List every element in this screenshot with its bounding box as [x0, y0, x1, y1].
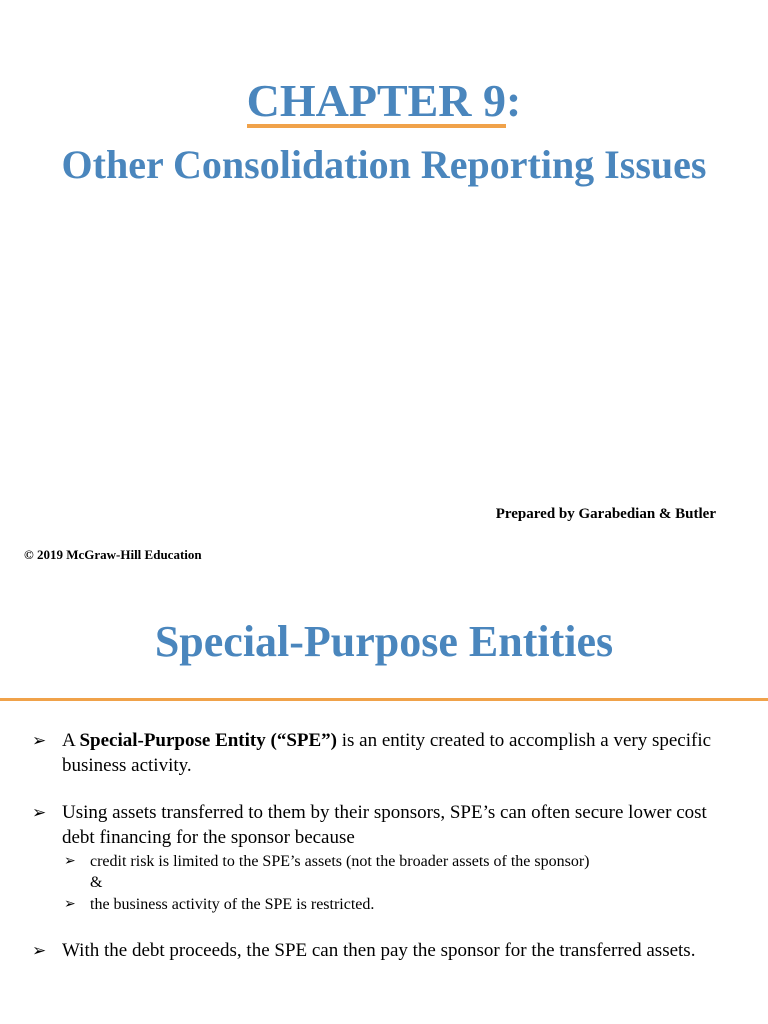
arrowhead-bullet-icon: ➢ [32, 731, 47, 750]
arrowhead-bullet-icon: ➢ [32, 941, 47, 960]
slide-title: Special-Purpose Entities [154, 617, 614, 666]
bullet-text: Using assets transferred to them by their sponsors, SPE’s can often secure lower cost debt financing for the sponsor because [62, 802, 707, 848]
sub-bullet-item [0, 850, 768, 873]
bullet-item [0, 728, 768, 778]
bullet-prefix: A [62, 730, 80, 751]
bullet-bold-term: Special-Purpose Entity (“SPE”) [79, 730, 337, 751]
bullet-text: is an entity created to accomplish a very specific business activity. [62, 730, 712, 776]
content-slide [0, 580, 768, 1024]
bullet-list [0, 728, 768, 985]
copyright-notice: © 2019 McGraw-Hill Education [24, 547, 202, 562]
bullet-text: With the debt proceeds, the SPE can then pay the sponsor for the transferred assets. [62, 940, 696, 961]
arrowhead-bullet-icon: ➢ [64, 854, 76, 869]
chapter-label: CHAPTER 9 [246, 75, 507, 126]
sub-bullet-text: credit risk is limited to the SPE’s assets (not the broader assets of the sponsor) [90, 853, 590, 870]
bullet-item [0, 938, 768, 963]
chapter-heading [0, 74, 768, 128]
sub-bullet-item [0, 893, 768, 916]
sub-bullet-list [0, 850, 768, 916]
sub-bullet-joiner: & [90, 874, 103, 891]
bullet-item [0, 800, 768, 850]
sub-bullet-text: the business activity of the SPE is restricted. [90, 896, 375, 913]
chapter-subtitle: Other Consolidation Reporting Issues [61, 142, 707, 187]
arrowhead-bullet-icon: ➢ [32, 803, 47, 822]
chapter-colon: : [506, 75, 522, 126]
prepared-by: Prepared by Garabedian & Butler [495, 506, 716, 522]
arrowhead-bullet-icon: ➢ [64, 897, 76, 912]
title-divider [0, 698, 768, 701]
